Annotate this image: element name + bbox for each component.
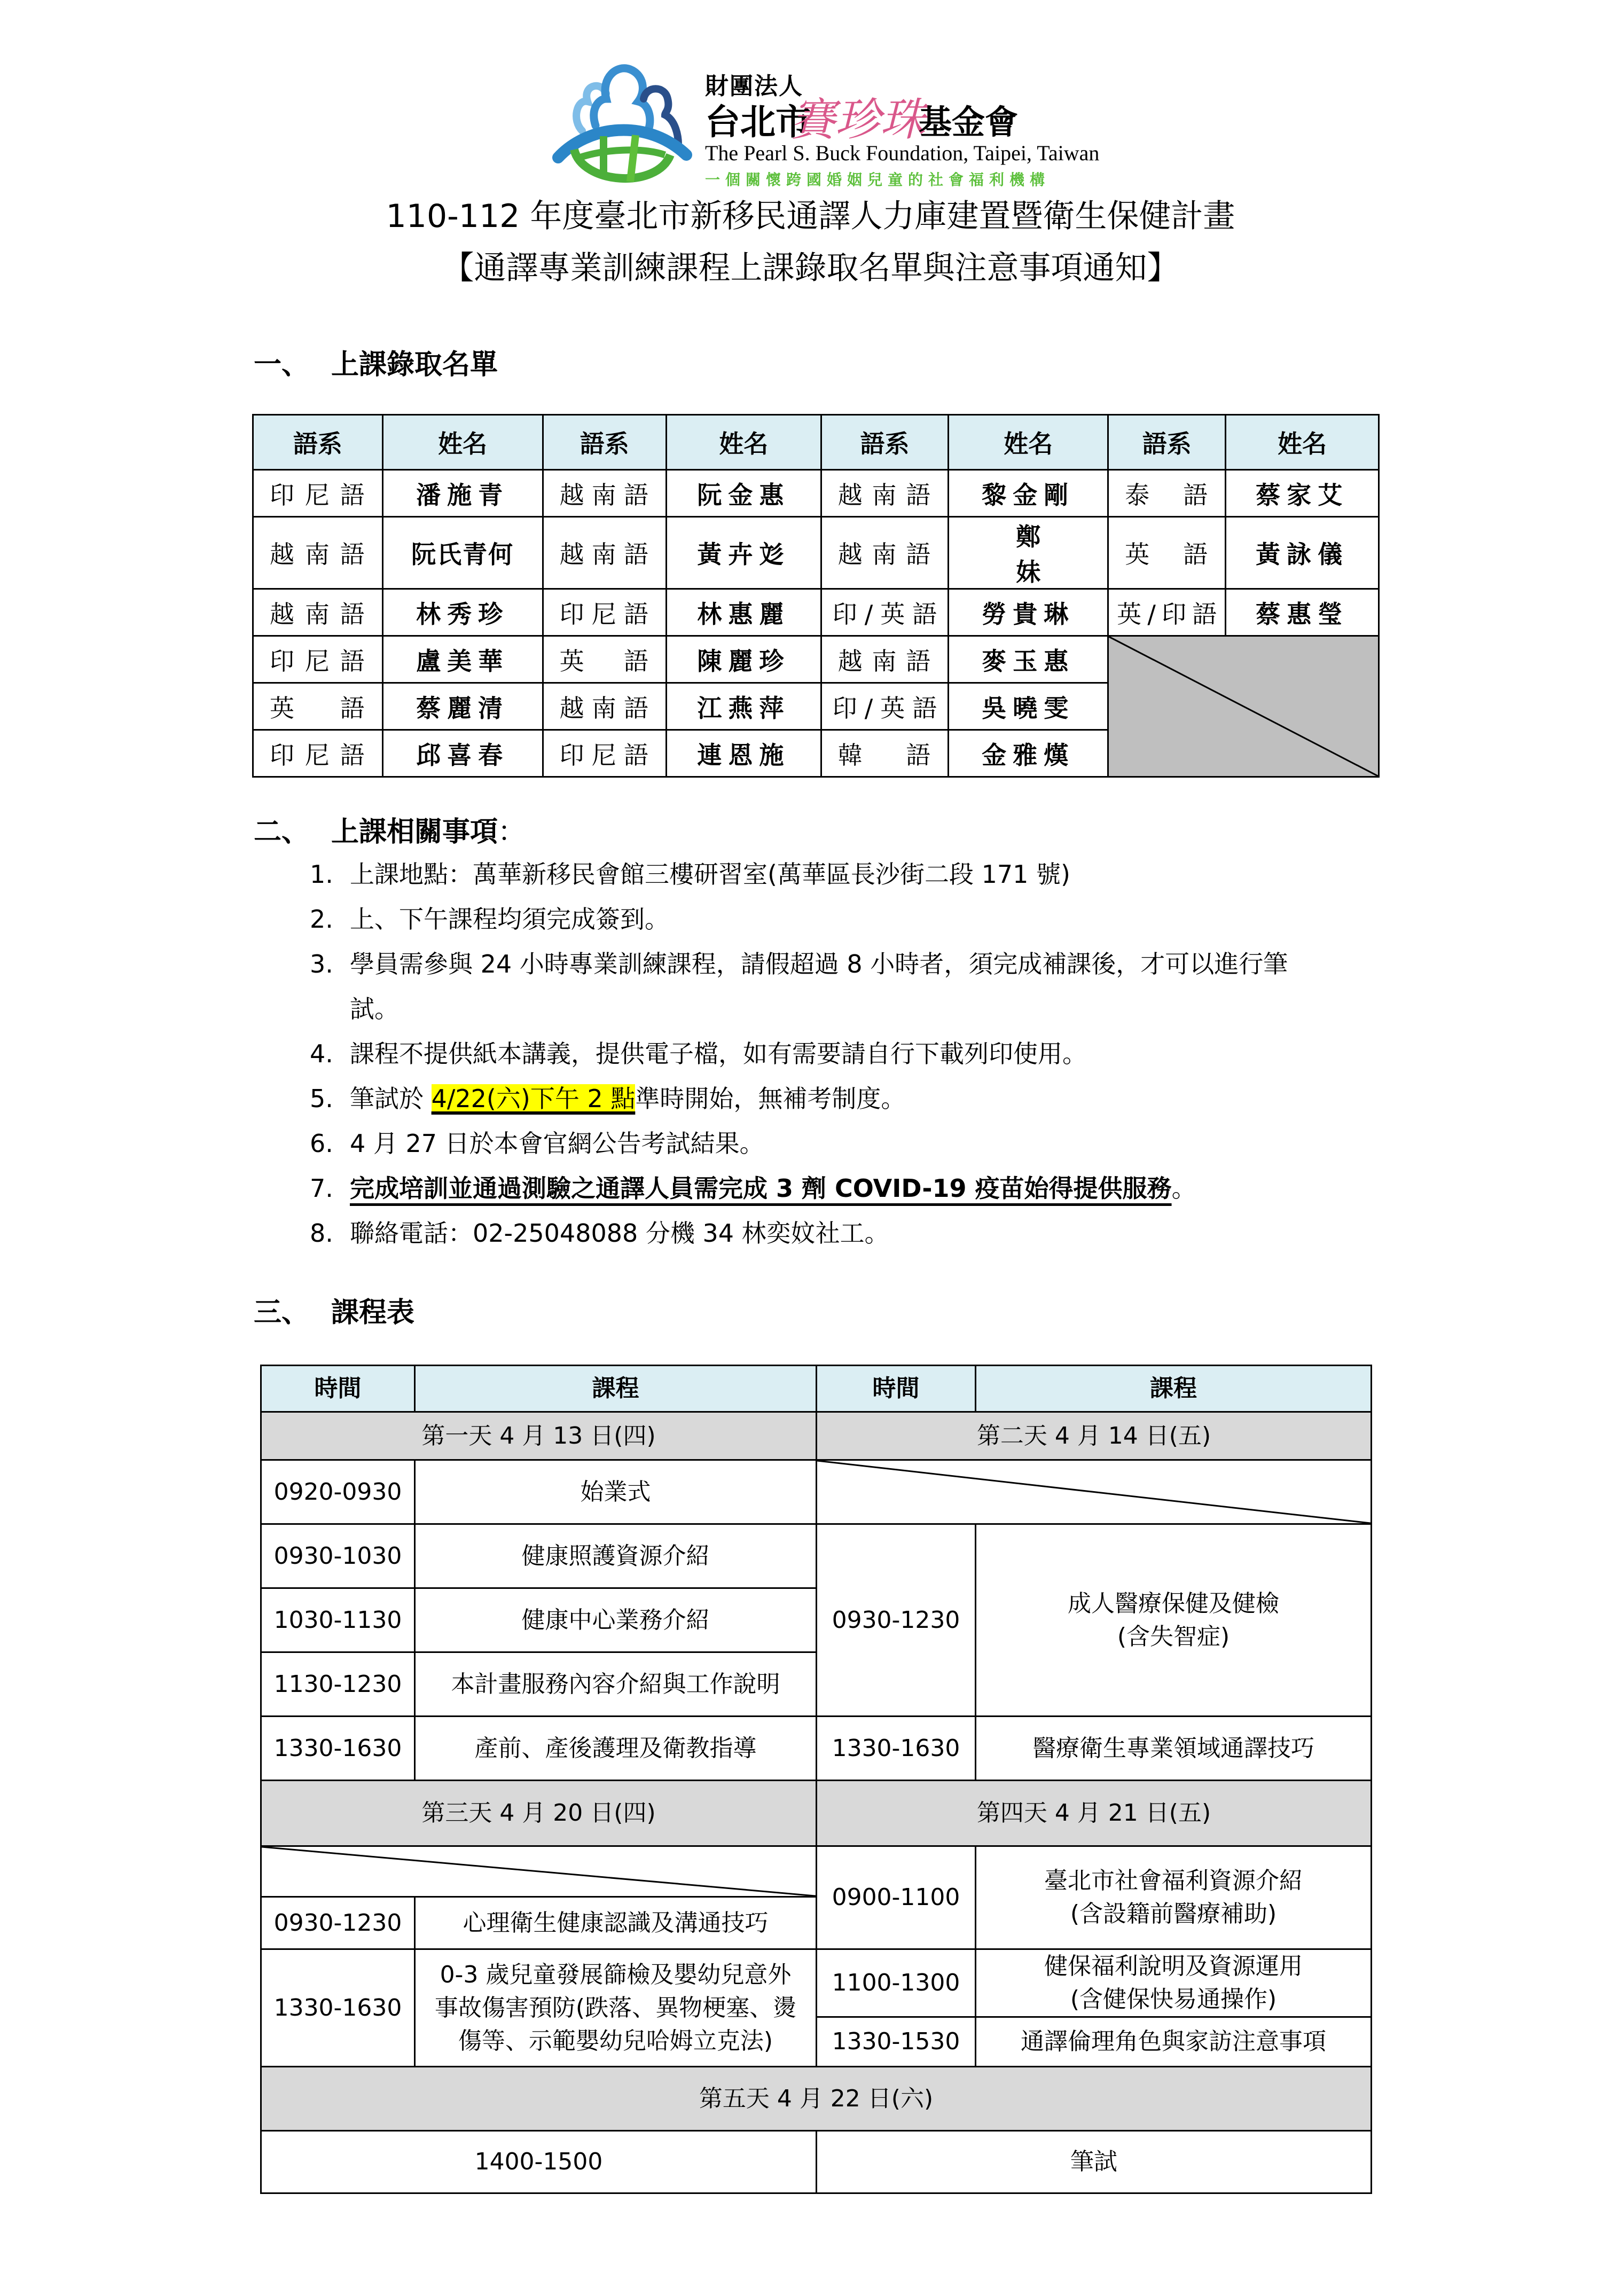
list-item [310, 1076, 1378, 1121]
list-item [310, 942, 1378, 1031]
day-header-row [261, 1412, 1372, 1460]
table-row [261, 1524, 1372, 1588]
language-cell: 越南語 [543, 517, 666, 589]
course-cell [976, 1949, 1372, 2017]
day-header-row [261, 1781, 1372, 1846]
column-header: 姓名 [949, 415, 1108, 470]
section-title: 課程表 [331, 1297, 415, 1329]
column-header: 語系 [821, 415, 949, 470]
course-cell: 醫療衛生專業領域通譯技巧 [976, 1717, 1372, 1781]
item-number: 5. [310, 1084, 333, 1113]
item-text: 筆試於 [350, 1084, 432, 1113]
course-title: 健保福利說明及資源運用 [1044, 1953, 1303, 1980]
name-cell: 蔡惠瑩 [1226, 589, 1379, 636]
language-cell: 韓語 [821, 730, 949, 777]
section-title: 上課相關事項 [331, 816, 498, 848]
table-header-row [261, 1366, 1372, 1412]
course-notes-list [310, 852, 1378, 1256]
table-row [253, 589, 1379, 636]
course-cell [976, 1846, 1372, 1949]
item-number: 4. [310, 1039, 333, 1068]
name-cell: 吳曉雯 [949, 683, 1108, 730]
section-number: 一、 [254, 349, 310, 381]
course-cell [976, 1524, 1372, 1717]
table-row [261, 1949, 1372, 2017]
time-cell: 1130-1230 [261, 1652, 415, 1717]
day-label: 第一天 4 月 13 日(四) [261, 1412, 817, 1460]
time-cell: 0930-1030 [261, 1524, 415, 1588]
table-row [261, 1846, 1372, 1897]
language-cell: 英/印語 [1108, 589, 1226, 636]
name-cell: 金雅熯 [949, 730, 1108, 777]
day-label: 第二天 4 月 14 日(五) [817, 1412, 1372, 1460]
empty-slot-cell [261, 1846, 817, 1897]
item-text-continuation: 試。 [350, 994, 399, 1023]
item-text: 課程不提供紙本講義，提供電子檔，如有需要請自行下載列印使用。 [350, 1039, 1087, 1068]
name-cell: 邱喜春 [382, 730, 543, 777]
time-cell: 0930-1230 [817, 1524, 976, 1717]
table-row [253, 636, 1379, 683]
language-cell: 英語 [543, 636, 666, 683]
name-cell: 麥玉惠 [949, 636, 1108, 683]
course-cell: 本計畫服務內容介紹與工作說明 [415, 1652, 817, 1717]
list-item [310, 1121, 1378, 1166]
document-title: 110-112 年度臺北市新移民通譯人力庫建置暨衛生保健計畫 [386, 198, 1235, 235]
course-cell: 0-3 歲兒童發展篩檢及嬰幼兒意外事故傷害預防(跌落、異物梗塞、燙傷等、示範嬰幼兒哈姆立克法) [415, 1949, 817, 2067]
section-number: 二、 [254, 816, 310, 848]
language-cell: 印尼語 [253, 730, 383, 777]
day-label: 第四天 4 月 21 日(五) [817, 1781, 1372, 1846]
section-title: 上課錄取名單 [331, 349, 498, 381]
table-header-row [253, 415, 1379, 470]
item-text: 學員需參與 24 小時專業訓練課程，請假超過 8 小時者，須完成補課後，才可以進行筆 [350, 950, 1288, 978]
column-header: 時間 [817, 1366, 976, 1412]
column-header: 語系 [1108, 415, 1226, 470]
time-cell: 1330-1630 [261, 1949, 415, 2067]
item-text: 上課地點：萬華新移民會館三樓研習室(萬華區長沙街二段 171 號) [350, 860, 1070, 889]
course-title: 成人醫療保健及健檢 [1068, 1589, 1279, 1617]
language-cell: 越南語 [821, 517, 949, 589]
course-title: 臺北市社會福利資源介紹 [1044, 1867, 1303, 1894]
item-text: 。 [1171, 1174, 1196, 1203]
empty-slot-cell [817, 1460, 1372, 1524]
list-item [310, 852, 1378, 897]
name-cell: 阮金惠 [666, 470, 821, 517]
exam-date-highlight: 4/22(六)下午 2 點 [431, 1084, 636, 1113]
language-cell: 印尼語 [253, 470, 383, 517]
section-2-heading [254, 809, 526, 849]
name-cell: 蔡家艾 [1226, 470, 1379, 517]
table-row [261, 2131, 1372, 2193]
item-text: 4 月 27 日於本會官網公告考試結果。 [350, 1129, 764, 1158]
heading-colon: ： [498, 816, 526, 848]
course-cell: 始業式 [415, 1460, 817, 1524]
name-cell: 林惠麗 [666, 589, 821, 636]
people-globe-logo-icon [550, 56, 700, 190]
language-cell: 印尼語 [543, 589, 666, 636]
foundation-logo [550, 56, 1100, 190]
section-1-heading [254, 342, 498, 382]
language-cell: 越南語 [543, 470, 666, 517]
item-text: 聯絡電話：02-25048088 分機 34 林奕妏社工。 [350, 1219, 889, 1248]
name-cell: 黎金剛 [949, 470, 1108, 517]
logo-brand: 賽珍珠 [790, 93, 926, 146]
column-header: 姓名 [666, 415, 821, 470]
name-cell: 江燕萍 [666, 683, 821, 730]
language-cell: 英語 [253, 683, 383, 730]
name-cell: 黃詠儀 [1226, 517, 1379, 589]
language-cell: 越南語 [821, 470, 949, 517]
time-cell: 0930-1230 [261, 1897, 415, 1949]
name-cell: 盧美華 [382, 636, 543, 683]
language-cell: 越南語 [253, 517, 383, 589]
course-cell: 健康照護資源介紹 [415, 1524, 817, 1588]
language-cell: 印尼語 [543, 730, 666, 777]
column-header: 課程 [415, 1366, 817, 1412]
time-cell: 1330-1630 [817, 1717, 976, 1781]
language-cell: 越南語 [253, 589, 383, 636]
time-cell: 1030-1130 [261, 1588, 415, 1652]
item-number: 1. [310, 860, 333, 889]
time-cell: 1400-1500 [261, 2131, 817, 2193]
logo-org-type: 財團法人 [705, 73, 803, 100]
table-row [261, 1717, 1372, 1781]
course-note: (含健保快易通操作) [1070, 1986, 1277, 2013]
diagonal-line-icon [817, 1461, 1371, 1523]
name-cell: 勞貴琳 [949, 589, 1108, 636]
table-row [253, 470, 1379, 517]
empty-shaded-cell [1108, 636, 1379, 777]
language-cell: 英語 [1108, 517, 1226, 589]
column-header: 時間 [261, 1366, 415, 1412]
column-header: 語系 [543, 415, 666, 470]
time-cell: 0900-1100 [817, 1846, 976, 1949]
name-cell: 連恩施 [666, 730, 821, 777]
time-cell: 1330-1630 [261, 1717, 415, 1781]
item-text: 上、下午課程均須完成簽到。 [350, 905, 669, 934]
item-text: 準時開始，無補考制度。 [635, 1084, 906, 1113]
time-cell: 0920-0930 [261, 1460, 415, 1524]
table-row [261, 1460, 1372, 1524]
name-cell: 陳麗珍 [666, 636, 821, 683]
column-header: 課程 [976, 1366, 1372, 1412]
name-cell: 林秀珍 [382, 589, 543, 636]
language-cell: 越南語 [821, 636, 949, 683]
name-cell: 蔡麗清 [382, 683, 543, 730]
column-header: 姓名 [1226, 415, 1379, 470]
vaccine-requirement-emphasis: 完成培訓並通過測驗之通譯人員需完成 3 劑 COVID-19 疫苗始得提供服務 [350, 1174, 1172, 1203]
course-note: (含設籍前醫療補助) [1070, 1900, 1277, 1927]
list-item [310, 1211, 1378, 1256]
course-note: (含失智症) [1117, 1623, 1230, 1650]
language-cell: 印/英語 [821, 589, 949, 636]
item-number: 7. [310, 1174, 333, 1203]
logo-english-name: The Pearl S. Buck Foundation, Taipei, Taiwan [705, 141, 1100, 165]
name-cell: 潘施青 [382, 470, 543, 517]
section-3-heading [254, 1290, 414, 1330]
section-number: 三、 [254, 1297, 310, 1329]
time-cell: 1100-1300 [817, 1949, 976, 2017]
diagonal-line-icon [262, 1847, 816, 1896]
admission-list-table [252, 414, 1380, 778]
day-header-row [261, 2067, 1372, 2131]
item-number: 3. [310, 950, 333, 978]
item-number: 6. [310, 1129, 333, 1158]
name-cell: 阮氏青何 [382, 517, 543, 589]
language-cell: 印尼語 [253, 636, 383, 683]
list-item [310, 897, 1378, 942]
diagonal-line-icon [1109, 637, 1378, 776]
day-label: 第三天 4 月 20 日(四) [261, 1781, 817, 1846]
time-cell: 1330-1530 [817, 2017, 976, 2067]
language-cell: 泰語 [1108, 470, 1226, 517]
name-cell: 鄭妹 [949, 517, 1108, 589]
name-cell: 黃卉彣 [666, 517, 821, 589]
logo-foundation: 基金會 [919, 103, 1019, 142]
table-row [253, 517, 1379, 589]
course-schedule-table [260, 1365, 1372, 2194]
list-item [310, 1031, 1378, 1076]
column-header: 語系 [253, 415, 383, 470]
item-number: 2. [310, 905, 333, 934]
course-cell: 心理衛生健康認識及溝通技巧 [415, 1897, 817, 1949]
course-cell: 產前、產後護理及衛教指導 [415, 1717, 817, 1781]
language-cell: 越南語 [543, 683, 666, 730]
course-cell: 通譯倫理角色與家訪注意事項 [976, 2017, 1372, 2067]
list-item [310, 1166, 1378, 1211]
item-number: 8. [310, 1219, 333, 1248]
course-cell: 筆試 [817, 2131, 1372, 2193]
day-label: 第五天 4 月 22 日(六) [261, 2067, 1372, 2131]
language-cell: 印/英語 [821, 683, 949, 730]
document-subtitle: 【通譯專業訓練課程上課錄取名單與注意事項通知】 [442, 249, 1179, 287]
column-header: 姓名 [382, 415, 543, 470]
course-cell: 健康中心業務介紹 [415, 1588, 817, 1652]
logo-tagline: 一個關懷跨國婚姻兒童的社會福利機構 [705, 171, 1051, 189]
logo-city: 台北市 [705, 101, 811, 143]
